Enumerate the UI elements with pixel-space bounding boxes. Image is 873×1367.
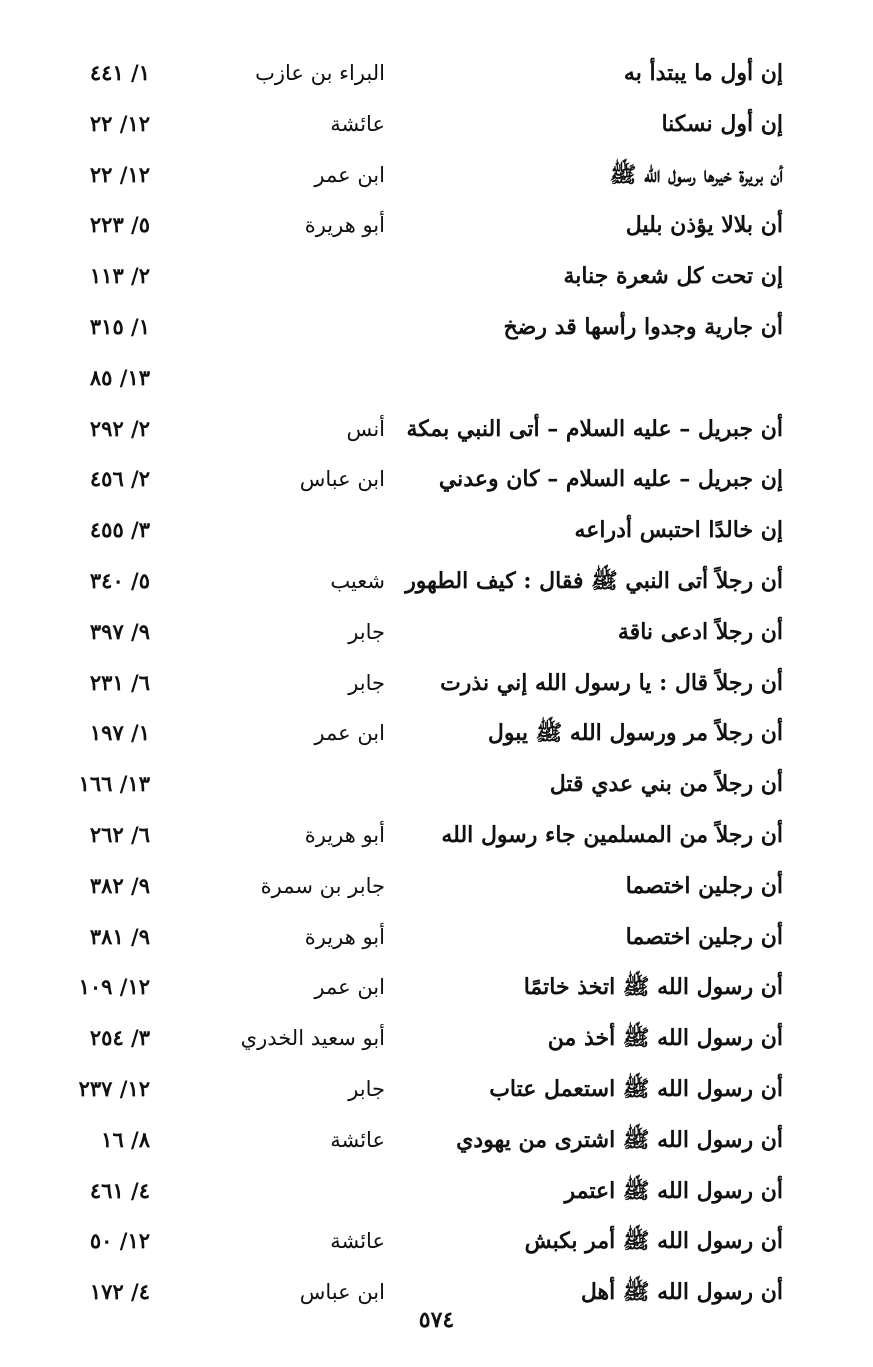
index-row bbox=[0, 251, 873, 302]
narrator-name: عائشة bbox=[330, 1127, 385, 1152]
index-row bbox=[0, 962, 873, 1013]
index-row bbox=[0, 505, 873, 556]
index-row bbox=[0, 1013, 873, 1064]
index-row bbox=[0, 150, 873, 201]
volume-page-reference: ١٣/ ٨٥ bbox=[89, 364, 150, 390]
narrator-name: شعيب bbox=[330, 568, 385, 593]
narrator-name: أبو سعيد الخدري bbox=[240, 1026, 385, 1051]
hadith-text: إن تحت كل شعرة جنابة bbox=[563, 263, 783, 290]
index-row bbox=[0, 810, 873, 861]
volume-page-reference: ٢/ ١١٣ bbox=[89, 263, 150, 289]
volume-page-reference: ٩/ ٣٩٧ bbox=[89, 618, 150, 644]
hadith-text: أن رسول الله ﷺ أخذ من bbox=[547, 1025, 783, 1052]
narrator-name: جابر بن سمرة bbox=[260, 873, 385, 898]
index-row bbox=[0, 353, 873, 404]
volume-page-reference: ٤/ ١٧٢ bbox=[89, 1279, 150, 1305]
volume-page-reference: ١٢/ ٢٣٧ bbox=[78, 1075, 150, 1101]
narrator-name: أبو هريرة bbox=[304, 822, 385, 847]
narrator-name: عائشة bbox=[330, 1229, 385, 1254]
hadith-text: إن جبريل – عليه السلام – كان وعدني bbox=[438, 466, 783, 493]
index-row bbox=[0, 658, 873, 709]
volume-page-reference: ١٢/ ٢٢ bbox=[89, 161, 150, 187]
hadith-text: إن أول ما يبتدأ به bbox=[623, 60, 783, 86]
hadith-text: أن رجلاً ادعى ناقة bbox=[617, 618, 783, 645]
volume-page-reference: ٩/ ٣٨١ bbox=[89, 923, 150, 949]
hadith-text: أن رجلاً قال : يا رسول الله إني نذرت bbox=[440, 669, 783, 696]
index-row bbox=[0, 556, 873, 607]
index-row bbox=[0, 302, 873, 353]
narrator-name: ابن عمر bbox=[314, 162, 385, 187]
narrator-name: ابن عباس bbox=[299, 1280, 385, 1305]
volume-page-reference: ٣/ ٤٥٥ bbox=[89, 517, 150, 543]
narrator-name: جابر bbox=[348, 1076, 385, 1101]
volume-page-reference: ٣/ ٢٥٤ bbox=[89, 1025, 150, 1051]
index-row bbox=[0, 454, 873, 505]
hadith-index-list bbox=[0, 48, 873, 1318]
hadith-text: أن رجلاً مر ورسول الله ﷺ يبول bbox=[487, 720, 783, 747]
volume-page-reference: ٤/ ٤٦١ bbox=[89, 1177, 150, 1203]
hadith-text: أن رسول الله ﷺ اشترى من يهودي bbox=[456, 1126, 783, 1153]
hadith-text: أن جبريل – عليه السلام – أتى النبي بمكة bbox=[406, 415, 783, 442]
hadith-text: إن أول نسكنا bbox=[661, 110, 783, 137]
hadith-text: أن رسول الله ﷺ اتخذ خاتمًا bbox=[523, 974, 783, 1001]
narrator-name: جابر bbox=[348, 619, 385, 644]
volume-page-reference: ٩/ ٣٨٢ bbox=[89, 872, 150, 898]
page-number: ٥٧٤ bbox=[418, 1307, 455, 1333]
narrator-name: أنس bbox=[346, 416, 385, 441]
hadith-text: أن جارية وجدوا رأسها قد رضخ bbox=[503, 313, 783, 340]
index-row bbox=[0, 1166, 873, 1217]
volume-page-reference: ١٢/ ٢٢ bbox=[89, 110, 150, 136]
narrator-name: البراء بن عازب bbox=[255, 61, 385, 85]
hadith-text: أن رجلين اختصما bbox=[625, 872, 783, 899]
hadith-text: أن رسول الله ﷺ أمر بكبش bbox=[524, 1228, 783, 1255]
index-row bbox=[0, 861, 873, 912]
hadith-text: أن رجلاً من بني عدي قتل bbox=[549, 771, 783, 798]
index-row bbox=[0, 99, 873, 150]
volume-page-reference: ٥/ ٣٤٠ bbox=[89, 567, 150, 593]
volume-page-reference: ٢/ ٤٥٦ bbox=[89, 466, 150, 492]
narrator-name: أبو هريرة bbox=[304, 924, 385, 949]
index-row bbox=[0, 1115, 873, 1166]
index-row bbox=[0, 1064, 873, 1115]
narrator-name: ابن عمر bbox=[314, 721, 385, 746]
volume-page-reference: ١٢/ ٥٠ bbox=[89, 1228, 150, 1254]
volume-page-reference: ٨/ ١٦ bbox=[101, 1126, 150, 1152]
index-row bbox=[0, 404, 873, 455]
volume-page-reference: ٥/ ٢٢٣ bbox=[89, 212, 150, 238]
index-row bbox=[0, 1216, 873, 1267]
volume-page-reference: ١٣/ ١٦٦ bbox=[78, 771, 150, 797]
volume-page-reference: ١/ ١٩٧ bbox=[89, 720, 150, 746]
narrator-name: جابر bbox=[348, 670, 385, 695]
hadith-text: أن رسول الله ﷺ اعتمر bbox=[564, 1177, 783, 1204]
hadith-text: أن بريرة خيرها رسول الله ﷺ bbox=[609, 161, 783, 188]
hadith-text: أن رجلاً من المسلمين جاء رسول الله bbox=[441, 821, 783, 848]
volume-page-reference: ١/ ٣١٥ bbox=[89, 313, 150, 339]
narrator-name: أبو هريرة bbox=[304, 213, 385, 238]
volume-page-reference: ٢/ ٢٩٢ bbox=[89, 415, 150, 441]
index-row bbox=[0, 48, 873, 99]
narrator-name: ابن عمر bbox=[314, 975, 385, 1000]
hadith-text: أن رسول الله ﷺ استعمل عتاب bbox=[489, 1075, 783, 1102]
narrator-name: عائشة bbox=[330, 111, 385, 136]
volume-page-reference: ١/ ٤٤١ bbox=[89, 60, 150, 85]
index-row bbox=[0, 759, 873, 810]
hadith-text: أن رجلاً أتى النبي ﷺ فقال : كيف الطهور bbox=[405, 567, 783, 594]
narrator-name: ابن عباس bbox=[299, 467, 385, 492]
index-row bbox=[0, 607, 873, 658]
hadith-text: إن خالدًا احتبس أدراعه bbox=[574, 517, 783, 544]
volume-page-reference: ٦/ ٢٦٢ bbox=[89, 821, 150, 847]
hadith-text: أن بلالا يؤذن بليل bbox=[625, 212, 783, 239]
index-row bbox=[0, 200, 873, 251]
index-row bbox=[0, 708, 873, 759]
hadith-text: أن رجلين اختصما bbox=[625, 923, 783, 950]
index-row bbox=[0, 912, 873, 963]
volume-page-reference: ١٢/ ١٠٩ bbox=[78, 974, 150, 1000]
volume-page-reference: ٦/ ٢٣١ bbox=[89, 669, 150, 695]
hadith-text: أن رسول الله ﷺ أهل bbox=[580, 1279, 783, 1306]
